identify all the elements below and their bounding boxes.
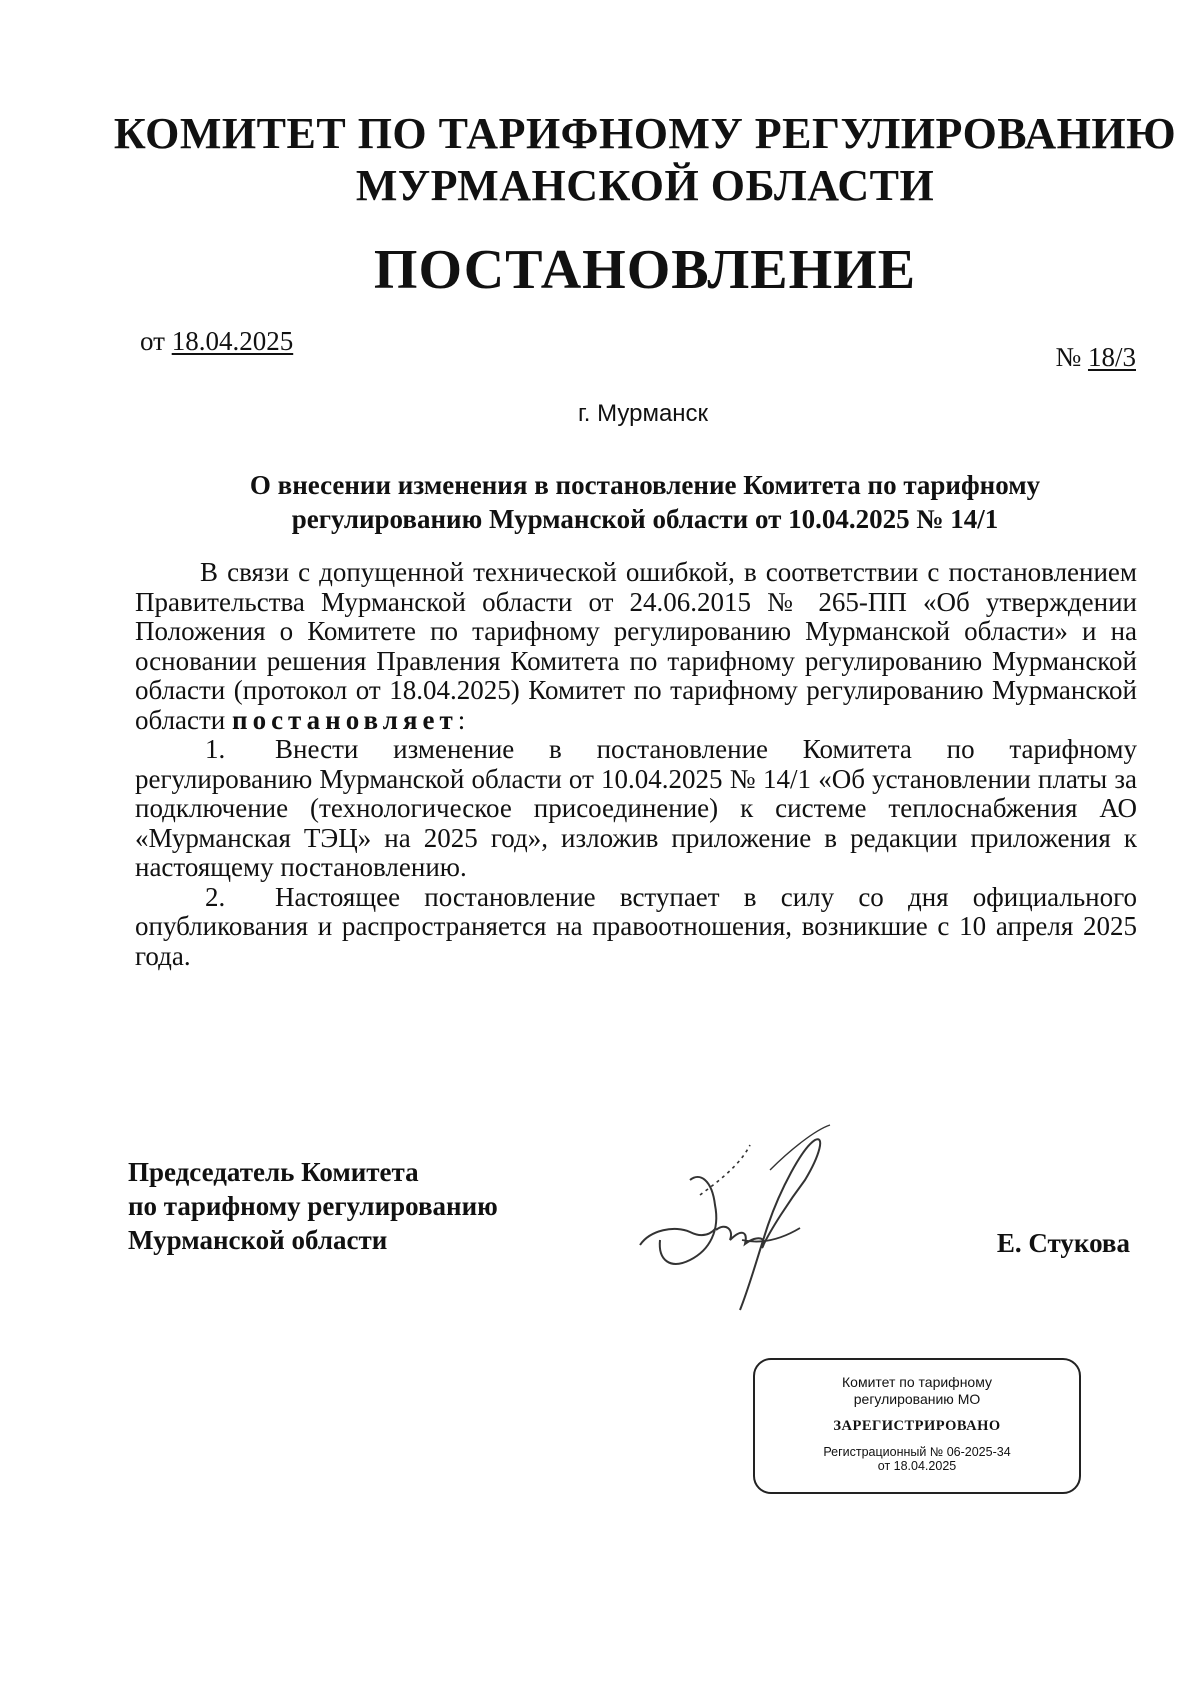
handwritten-signature: [630, 1110, 880, 1320]
date-prefix: от: [140, 326, 165, 356]
item-text: Настоящее постановление вступает в силу со дня официального опубликования и распространяется на правоотношения, возникшие с 10 апреля 2025 года.: [135, 881, 1137, 971]
document-date: 18.04.2025: [171, 326, 294, 356]
document-body: [135, 558, 1137, 971]
document-date-line: [140, 326, 293, 357]
stamp-reg-number: Регистрационный № 06-2025-34: [823, 1445, 1011, 1459]
document-number-line: [1055, 342, 1136, 373]
city-line: г. Мурманск: [577, 400, 709, 427]
item-number: 2.: [205, 881, 226, 912]
preamble-paragraph: [135, 558, 1137, 735]
signer-position: [128, 1155, 498, 1257]
subject-line1: О внесении изменения в постановление Комитета по тарифному: [249, 470, 1041, 500]
stamp-status: ЗАРЕГИСТРИРОВАНО: [833, 1418, 1001, 1434]
document-number: 18/3: [1087, 342, 1136, 372]
preamble-text: В связи с допущенной технической ошибкой, в соответствии с постановлением Правительства Мурманской области от 24.06.2015 № 265-ПП «Об утверждении Положения о Комитете по тарифному регулированию Мурманской области» и на основании решения Правления Комитета по тарифному регулированию Мурманской области (протокол от 18.04.2025) Комитет по тарифному регулированию Мурманской области: [135, 557, 1137, 735]
signer-name: Е. Стукова: [996, 1228, 1130, 1258]
number-prefix: №: [1055, 342, 1082, 372]
stamp-reg-date: от 18.04.2025: [877, 1459, 957, 1473]
signer-position-line3: Мурманской области: [128, 1225, 388, 1255]
org-name-line1: КОМИТЕТ ПО ТАРИФНОМУ РЕГУЛИРОВАНИЮ: [113, 109, 1177, 158]
document-subject: [180, 468, 1110, 536]
signer-position-line2: по тарифному регулированию: [128, 1191, 498, 1221]
resolves-word: постановляет: [232, 704, 458, 735]
resolves-colon: :: [457, 704, 466, 735]
list-item: [135, 883, 1137, 972]
org-name-line2: МУРМАНСКОЙ ОБЛАСТИ: [355, 161, 935, 210]
document-type-title: ПОСТАНОВЛЕНИЕ: [373, 239, 917, 301]
registration-stamp: [753, 1358, 1081, 1494]
subject-line2: регулированию Мурманской области от 10.04.2025 № 14/1: [291, 504, 999, 534]
organization-header: [0, 108, 1200, 212]
list-item: [135, 735, 1137, 883]
stamp-line2: регулированию МО: [853, 1391, 981, 1407]
stamp-line1: Комитет по тарифному: [842, 1374, 992, 1390]
item-text: Внести изменение в постановление Комитета по тарифному регулированию Мурманской области от 10.04.2025 № 14/1 «Об установлении платы за подключение (технологическое присоединение) к системе теплоснабжения АО «Мурманская ТЭЦ» на 2025 год», изложив приложение в редакции приложения к настоящему постановлению.: [135, 734, 1137, 882]
item-number: 1.: [205, 734, 226, 764]
signer-position-line1: Председатель Комитета: [128, 1157, 419, 1187]
